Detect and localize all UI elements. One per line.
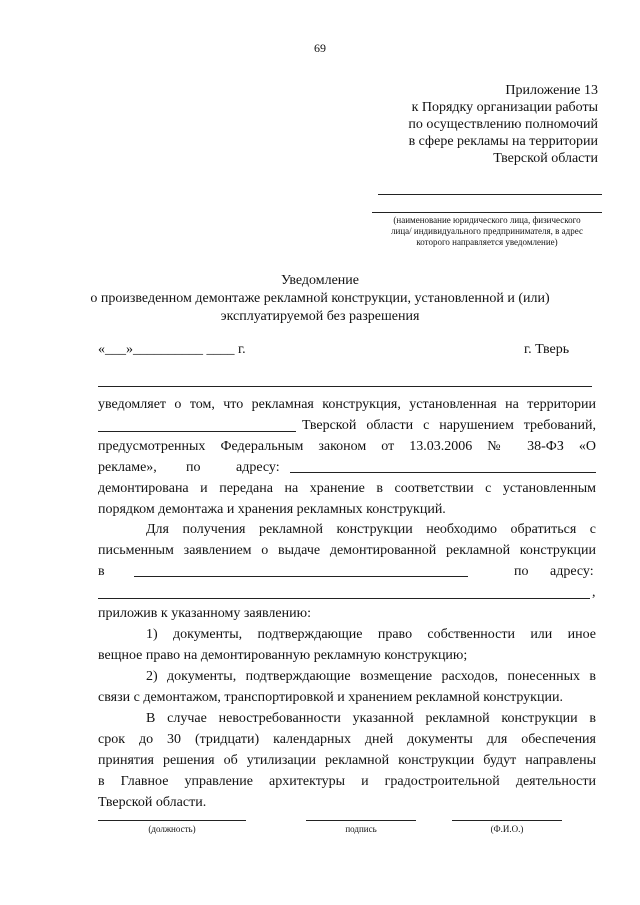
date-field: «___»__________ ____ г. [98,342,246,357]
addressee-note-line: которого направляется уведомление) [416,237,558,247]
city-label: г. Тверь [524,342,570,357]
list-item-line: вещное право на демонтированную рекламную конструкцию; [98,648,468,663]
appendix-line: Приложение 13 [505,83,598,98]
body-line: принятия решения об утилизации рекламной конструкции будут направлены [98,753,596,768]
signature-line [306,820,416,821]
body-line: уведомляет о том, что рекламная конструкция, установленная на территории [98,397,596,412]
appendix-line: по осуществлению полномочий [408,117,598,132]
name-signature-line [452,820,562,821]
list-item-line: 1) документы, подтверждающие право собственности или иное [146,627,596,642]
title-line: эксплуатируемой без разрешения [220,309,420,324]
name-label: (Ф.И.О.) [490,824,524,834]
appendix-line: в сфере рекламы на территории [408,134,598,149]
body-line: порядком демонтажа и хранения рекламных конструкций. [98,502,446,517]
body-line: в Главное управление архитектуры и градостроительной деятельности [98,774,596,789]
addressee-field-line [378,194,602,195]
addressee-note [372,215,602,248]
page-number: 69 [314,41,326,55]
list-item-line: 2) документы, подтверждающие возмещение расходов, понесенных в [146,669,596,684]
body-word: рекламе», [98,460,157,475]
address-field-line [290,472,596,473]
title-line: Уведомление [280,273,359,288]
appendix-line: к Порядку организации работы [411,100,598,115]
body-line: Для получения рекламной конструкции необходимо обратиться с [146,522,596,537]
body-line: срок до 30 (тридцати) календарных дней документы для обеспечения [98,732,596,747]
body-line: приложив к указанному заявлению: [98,606,311,621]
addressee-note-line: лица/ индивидуального предпринимателя, в адрес [391,226,583,236]
signature-label: подпись [345,824,377,834]
body-line: В случае невостребованности указанной рекламной конструкции в [146,711,596,726]
organization-field-line [134,576,468,577]
territory-field-line [98,431,296,432]
document-title [60,272,580,326]
body-word: по [186,460,201,475]
body-line: демонтирована и передана на хранение в соответствии с установленным [98,481,596,496]
body-word: адресу: [236,460,280,475]
addressee-field-line [372,212,602,213]
addressee-note-line: (наименование юридического лица, физического [393,215,581,225]
body-line: письменным заявлением о выдаче демонтированной рекламной конструкции [98,543,596,558]
body-line: Тверской области с нарушением требований, [302,418,596,433]
list-item-line: связи с демонтажом, транспортировкой и хранением рекламной конструкции. [98,690,563,705]
appendix-line: Тверской области [493,151,598,166]
appendix-header [340,82,598,167]
pickup-address-field-line [98,598,590,599]
body-word: адресу: [550,564,594,579]
position-label: (должность) [148,824,196,834]
position-signature-line [98,820,246,821]
title-line: о произведенном демонтаже рекламной конструкции, установленной и (или) [90,291,550,306]
body-word: по [514,564,529,579]
body-line: предусмотренных Федеральным законом от 13.03.2006 № 38-ФЗ «О [98,439,596,454]
body-line: Тверской области. [98,795,207,810]
body-word: , [592,585,596,600]
sender-field-line [98,386,592,387]
body-word: в [98,564,105,579]
